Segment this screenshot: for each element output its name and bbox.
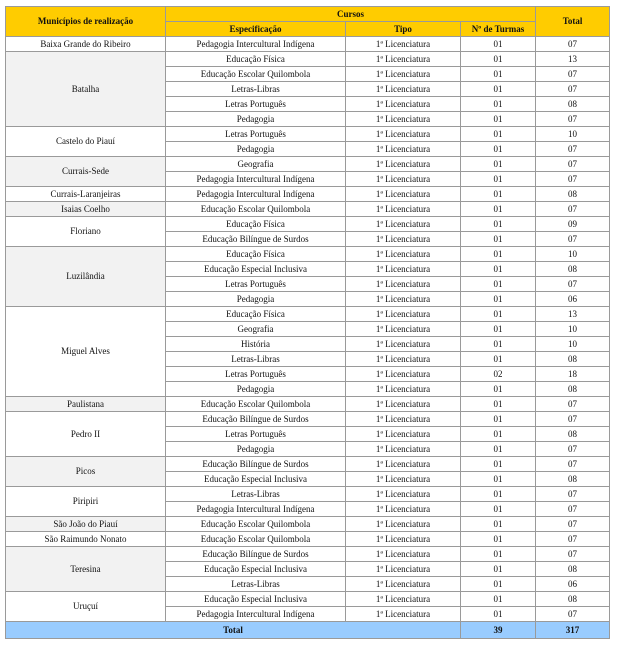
tipo-cell: 1ª Licenciatura (346, 457, 461, 472)
especificacao-cell: Letras-Libras (166, 82, 346, 97)
tipo-cell: 1ª Licenciatura (346, 577, 461, 592)
especificacao-cell: Letras-Libras (166, 352, 346, 367)
table-row (6, 187, 610, 202)
total-sum: 317 (536, 622, 610, 639)
tipo-cell: 1ª Licenciatura (346, 37, 461, 52)
turmas-cell: 01 (461, 337, 536, 352)
table-row (6, 457, 610, 472)
total-cell: 07 (536, 172, 610, 187)
especificacao-cell: Pedagogia (166, 382, 346, 397)
header-especificacao: Especificação (166, 22, 346, 37)
total-cell: 07 (536, 442, 610, 457)
total-cell: 07 (536, 112, 610, 127)
tipo-cell: 1ª Licenciatura (346, 442, 461, 457)
courses-table (5, 6, 610, 639)
table-row (6, 52, 610, 67)
table-row (6, 217, 610, 232)
header-tipo: Tipo (346, 22, 461, 37)
total-cell: 08 (536, 97, 610, 112)
tipo-cell: 1ª Licenciatura (346, 487, 461, 502)
total-cell: 13 (536, 307, 610, 322)
especificacao-cell: Educação Bilíngue de Surdos (166, 232, 346, 247)
especificacao-cell: Geografia (166, 157, 346, 172)
tipo-cell: 1ª Licenciatura (346, 337, 461, 352)
total-cell: 07 (536, 607, 610, 622)
tipo-cell: 1ª Licenciatura (346, 562, 461, 577)
total-cell: 10 (536, 322, 610, 337)
especificacao-cell: Educação Física (166, 307, 346, 322)
tipo-cell: 1ª Licenciatura (346, 127, 461, 142)
especificacao-cell: Educação Escolar Quilombola (166, 517, 346, 532)
total-cell: 07 (536, 532, 610, 547)
turmas-cell: 01 (461, 577, 536, 592)
tipo-cell: 1ª Licenciatura (346, 82, 461, 97)
total-cell: 07 (536, 457, 610, 472)
total-cell: 09 (536, 217, 610, 232)
turmas-cell: 01 (461, 112, 536, 127)
turmas-cell: 01 (461, 397, 536, 412)
tipo-cell: 1ª Licenciatura (346, 157, 461, 172)
tipo-cell: 1ª Licenciatura (346, 247, 461, 262)
tipo-cell: 1ª Licenciatura (346, 607, 461, 622)
header-cursos: Cursos (166, 7, 536, 22)
turmas-cell: 01 (461, 352, 536, 367)
tipo-cell: 1ª Licenciatura (346, 262, 461, 277)
total-cell: 08 (536, 352, 610, 367)
table-row (6, 397, 610, 412)
turmas-cell: 01 (461, 457, 536, 472)
total-cell: 07 (536, 547, 610, 562)
header-turmas: Nº de Turmas (461, 22, 536, 37)
especificacao-cell: Educação Bilíngue de Surdos (166, 547, 346, 562)
turmas-cell: 01 (461, 67, 536, 82)
tipo-cell: 1ª Licenciatura (346, 352, 461, 367)
total-cell: 08 (536, 382, 610, 397)
especificacao-cell: História (166, 337, 346, 352)
tipo-cell: 1ª Licenciatura (346, 307, 461, 322)
total-cell: 08 (536, 592, 610, 607)
turmas-cell: 01 (461, 412, 536, 427)
municipio-cell: Batalha (6, 52, 166, 127)
header-municipio: Municípios de realização (6, 7, 166, 37)
tipo-cell: 1ª Licenciatura (346, 202, 461, 217)
tipo-cell: 1ª Licenciatura (346, 187, 461, 202)
tipo-cell: 1ª Licenciatura (346, 412, 461, 427)
total-cell: 10 (536, 127, 610, 142)
total-cell: 07 (536, 397, 610, 412)
municipio-cell: Currais-Sede (6, 157, 166, 187)
turmas-cell: 01 (461, 247, 536, 262)
turmas-cell: 01 (461, 97, 536, 112)
municipio-cell: São Raimundo Nonato (6, 532, 166, 547)
total-cell: 07 (536, 517, 610, 532)
municipio-cell: Currais-Laranjeiras (6, 187, 166, 202)
especificacao-cell: Educação Especial Inclusiva (166, 592, 346, 607)
table-row (6, 307, 610, 322)
tipo-cell: 1ª Licenciatura (346, 592, 461, 607)
tipo-cell: 1ª Licenciatura (346, 217, 461, 232)
total-cell: 07 (536, 82, 610, 97)
table-row (6, 157, 610, 172)
table-row (6, 517, 610, 532)
total-turmas: 39 (461, 622, 536, 639)
tipo-cell: 1ª Licenciatura (346, 367, 461, 382)
turmas-cell: 01 (461, 472, 536, 487)
especificacao-cell: Educação Escolar Quilombola (166, 532, 346, 547)
table-row (6, 412, 610, 427)
tipo-cell: 1ª Licenciatura (346, 112, 461, 127)
municipio-cell: Miguel Alves (6, 307, 166, 397)
municipio-cell: Pedro II (6, 412, 166, 457)
total-cell: 07 (536, 502, 610, 517)
table-row (6, 592, 610, 607)
table-row (6, 532, 610, 547)
especificacao-cell: Educação Especial Inclusiva (166, 562, 346, 577)
total-row (6, 622, 610, 639)
turmas-cell: 01 (461, 82, 536, 97)
municipio-cell: Isaias Coelho (6, 202, 166, 217)
total-cell: 07 (536, 487, 610, 502)
turmas-cell: 01 (461, 52, 536, 67)
total-cell: 07 (536, 67, 610, 82)
turmas-cell: 01 (461, 202, 536, 217)
especificacao-cell: Pedagogia Intercultural Indígena (166, 187, 346, 202)
especificacao-cell: Educação Bilíngue de Surdos (166, 457, 346, 472)
especificacao-cell: Letras Português (166, 277, 346, 292)
turmas-cell: 01 (461, 187, 536, 202)
table-row (6, 127, 610, 142)
tipo-cell: 1ª Licenciatura (346, 547, 461, 562)
tipo-cell: 1ª Licenciatura (346, 382, 461, 397)
municipio-cell: Baixa Grande do Ribeiro (6, 37, 166, 52)
tipo-cell: 1ª Licenciatura (346, 292, 461, 307)
especificacao-cell: Letras Português (166, 427, 346, 442)
total-cell: 08 (536, 562, 610, 577)
tipo-cell: 1ª Licenciatura (346, 172, 461, 187)
turmas-cell: 01 (461, 547, 536, 562)
turmas-cell: 01 (461, 262, 536, 277)
tipo-cell: 1ª Licenciatura (346, 277, 461, 292)
especificacao-cell: Letras Português (166, 367, 346, 382)
municipio-cell: Piripiri (6, 487, 166, 517)
total-cell: 07 (536, 202, 610, 217)
table-footer (6, 622, 610, 639)
especificacao-cell: Letras-Libras (166, 487, 346, 502)
total-cell: 06 (536, 292, 610, 307)
turmas-cell: 01 (461, 277, 536, 292)
total-cell: 13 (536, 52, 610, 67)
turmas-cell: 01 (461, 502, 536, 517)
especificacao-cell: Geografia (166, 322, 346, 337)
table-container (5, 6, 609, 639)
turmas-cell: 01 (461, 442, 536, 457)
turmas-cell: 01 (461, 142, 536, 157)
especificacao-cell: Educação Bilíngue de Surdos (166, 412, 346, 427)
tipo-cell: 1ª Licenciatura (346, 322, 461, 337)
turmas-cell: 01 (461, 562, 536, 577)
total-cell: 07 (536, 277, 610, 292)
total-cell: 10 (536, 337, 610, 352)
municipio-cell: Teresina (6, 547, 166, 592)
table-header (6, 7, 610, 37)
especificacao-cell: Pedagogia Intercultural Indígena (166, 172, 346, 187)
turmas-cell: 01 (461, 607, 536, 622)
tipo-cell: 1ª Licenciatura (346, 97, 461, 112)
total-label: Total (6, 622, 461, 639)
total-cell: 07 (536, 412, 610, 427)
especificacao-cell: Educação Física (166, 52, 346, 67)
especificacao-cell: Educação Escolar Quilombola (166, 397, 346, 412)
municipio-cell: Picos (6, 457, 166, 487)
tipo-cell: 1ª Licenciatura (346, 232, 461, 247)
tipo-cell: 1ª Licenciatura (346, 397, 461, 412)
table-row (6, 202, 610, 217)
tipo-cell: 1ª Licenciatura (346, 427, 461, 442)
especificacao-cell: Pedagogia Intercultural Indígena (166, 37, 346, 52)
turmas-cell: 01 (461, 37, 536, 52)
turmas-cell: 01 (461, 322, 536, 337)
especificacao-cell: Letras-Libras (166, 577, 346, 592)
table-row (6, 487, 610, 502)
total-cell: 10 (536, 247, 610, 262)
municipio-cell: Luzilândia (6, 247, 166, 307)
turmas-cell: 01 (461, 532, 536, 547)
turmas-cell: 01 (461, 382, 536, 397)
total-cell: 18 (536, 367, 610, 382)
especificacao-cell: Educação Especial Inclusiva (166, 472, 346, 487)
turmas-cell: 01 (461, 217, 536, 232)
total-cell: 08 (536, 472, 610, 487)
turmas-cell: 01 (461, 127, 536, 142)
tipo-cell: 1ª Licenciatura (346, 472, 461, 487)
header-total: Total (536, 7, 610, 37)
municipio-cell: Floriano (6, 217, 166, 247)
total-cell: 07 (536, 232, 610, 247)
especificacao-cell: Educação Especial Inclusiva (166, 262, 346, 277)
table-row (6, 547, 610, 562)
total-cell: 08 (536, 262, 610, 277)
municipio-cell: Castelo do Piauí (6, 127, 166, 157)
tipo-cell: 1ª Licenciatura (346, 502, 461, 517)
turmas-cell: 01 (461, 487, 536, 502)
tipo-cell: 1ª Licenciatura (346, 52, 461, 67)
total-cell: 06 (536, 577, 610, 592)
especificacao-cell: Pedagogia Intercultural Indígena (166, 502, 346, 517)
especificacao-cell: Educação Física (166, 217, 346, 232)
tipo-cell: 1ª Licenciatura (346, 142, 461, 157)
turmas-cell: 01 (461, 307, 536, 322)
total-cell: 07 (536, 37, 610, 52)
turmas-cell: 01 (461, 592, 536, 607)
total-cell: 08 (536, 427, 610, 442)
table-row (6, 247, 610, 262)
especificacao-cell: Letras Português (166, 97, 346, 112)
municipio-cell: São João do Piauí (6, 517, 166, 532)
tipo-cell: 1ª Licenciatura (346, 517, 461, 532)
tipo-cell: 1ª Licenciatura (346, 67, 461, 82)
especificacao-cell: Educação Física (166, 247, 346, 262)
especificacao-cell: Pedagogia (166, 442, 346, 457)
turmas-cell: 01 (461, 232, 536, 247)
especificacao-cell: Pedagogia (166, 142, 346, 157)
municipio-cell: Paulistana (6, 397, 166, 412)
turmas-cell: 01 (461, 427, 536, 442)
total-cell: 07 (536, 142, 610, 157)
table-body (6, 37, 610, 622)
turmas-cell: 01 (461, 292, 536, 307)
table-row (6, 37, 610, 52)
especificacao-cell: Pedagogia (166, 112, 346, 127)
total-cell: 08 (536, 187, 610, 202)
turmas-cell: 02 (461, 367, 536, 382)
municipio-cell: Uruçuí (6, 592, 166, 622)
especificacao-cell: Educação Escolar Quilombola (166, 67, 346, 82)
total-cell: 07 (536, 157, 610, 172)
turmas-cell: 01 (461, 172, 536, 187)
turmas-cell: 01 (461, 517, 536, 532)
tipo-cell: 1ª Licenciatura (346, 532, 461, 547)
turmas-cell: 01 (461, 157, 536, 172)
especificacao-cell: Educação Escolar Quilombola (166, 202, 346, 217)
especificacao-cell: Pedagogia Intercultural Indígena (166, 607, 346, 622)
especificacao-cell: Pedagogia (166, 292, 346, 307)
especificacao-cell: Letras Português (166, 127, 346, 142)
